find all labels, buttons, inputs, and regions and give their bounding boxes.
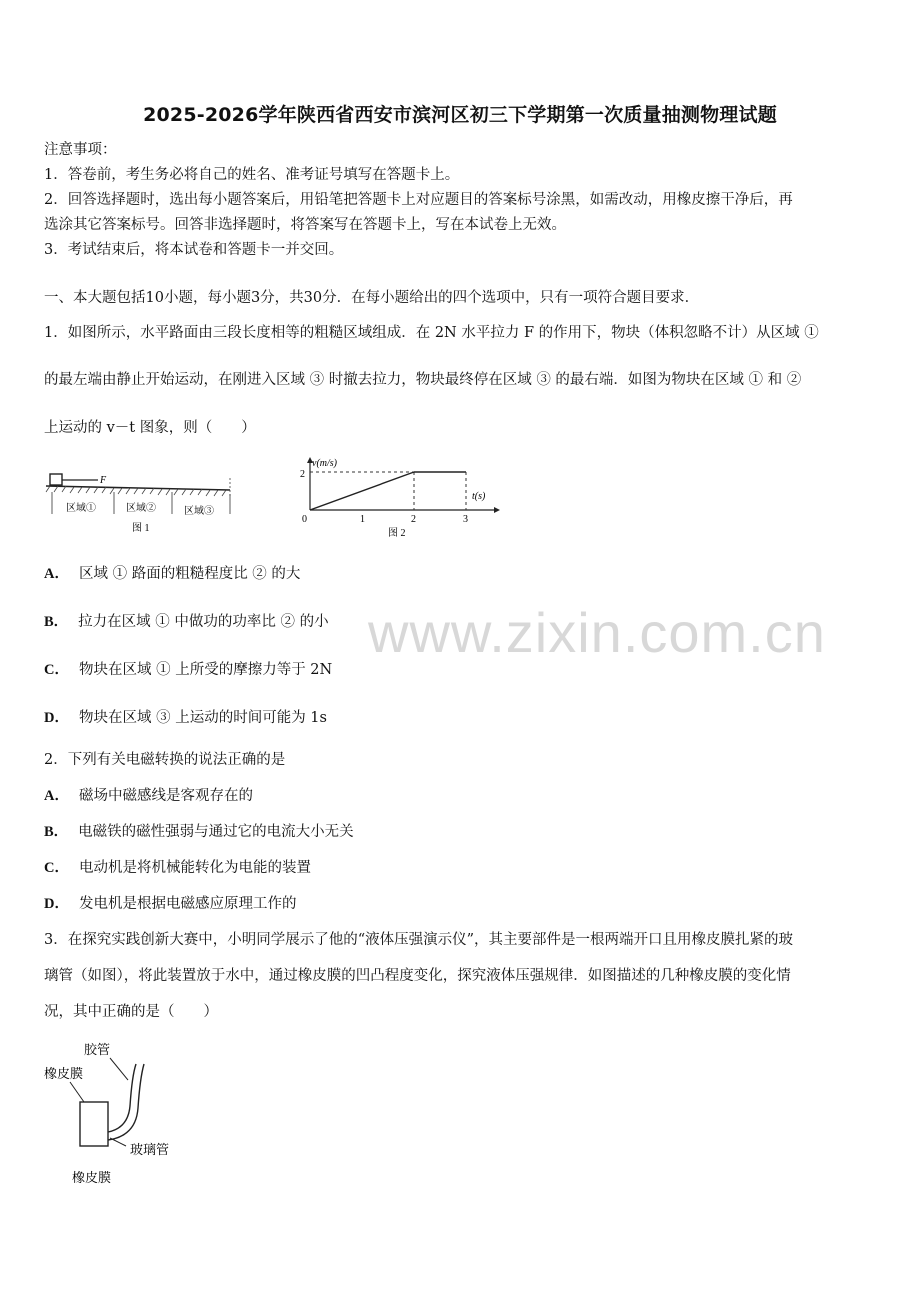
x-axis-arrow: [494, 507, 500, 513]
x-tick-2: 2: [411, 514, 416, 525]
q1-stem: 的最左端由静止开始运动，在刚进入区域 ③ 时撤去拉力，物块最终停在区域 ③ 的最右端．如图为物块在区域 ① 和 ②: [44, 372, 802, 388]
x-axis-label: t(s): [472, 491, 486, 502]
q2-option-c: C． 电动机是将机械能转化为电能的装置: [44, 860, 311, 876]
q1-option-c: C． 物块在区域 ① 上所受的摩擦力等于 2N: [44, 662, 333, 678]
tube-label-leader: [110, 1058, 128, 1080]
watermark: www.zixin.com.cn: [368, 601, 826, 664]
notice-item: 选涂其它答案标号。回答非选择题时，将答案写在答题卡上，写在本试卷上无效。: [44, 217, 566, 233]
q1-figure-1: [44, 464, 244, 540]
q3-stem: 况，其中正确的是（ ）: [44, 1004, 218, 1020]
notice-heading: 注意事项：: [44, 142, 117, 158]
glass-tube: [80, 1102, 108, 1146]
figure-2-caption: 图 2: [388, 528, 406, 539]
rubber-hose-right: [108, 1064, 144, 1140]
q1-option-a: A． 区域 ① 路面的粗糙程度比 ② 的大: [44, 566, 301, 582]
q1-option-b: B． 拉力在区域 ① 中做功的功率比 ② 的小: [44, 614, 329, 630]
q3-stem: 3．在探究实践创新大赛中，小明同学展示了他的“液体压强演示仪”，其主要部件是一根两端开口且用橡皮膜扎紧的玻: [44, 932, 794, 948]
region-2-label: 区域②: [126, 503, 156, 514]
figure-1-caption: 图 1: [132, 523, 150, 534]
membrane-top-leader: [70, 1082, 84, 1102]
block: [50, 474, 62, 485]
q3-figure: [40, 1036, 200, 1192]
q2-option-b: B． 电磁铁的磁性强弱与通过它的电流大小无关: [44, 824, 354, 840]
q1-stem: 上运动的 v－t 图象，则（ ）: [44, 420, 256, 436]
notice-item: 1．答卷前，考生务必将自己的姓名、准考证号填写在答题卡上。: [44, 167, 460, 183]
membrane-top-label: 橡皮膜: [44, 1066, 84, 1081]
region-1-label: 区域①: [66, 503, 96, 514]
x-tick-1: 1: [360, 514, 365, 525]
q2-option-a: A． 磁场中磁感线是客观存在的: [44, 788, 253, 804]
membrane-bottom-label: 橡皮膜: [72, 1170, 112, 1185]
y-axis-label: v(m/s): [312, 458, 337, 469]
graph-accelerating: [310, 472, 414, 510]
section-heading: 一、本大题包括10小题，每小题3分，共30分．在每小题给出的四个选项中，只有一项符合题目要求．: [44, 290, 700, 306]
force-label: F: [100, 475, 107, 486]
rubber-hose-left: [108, 1064, 136, 1132]
x-tick-3: 3: [463, 514, 468, 525]
region-3-label: 区域③: [184, 506, 214, 517]
q1-figure-2: [296, 454, 506, 540]
glass-tube-label: 玻璃管: [130, 1142, 170, 1157]
q3-stem: 璃管（如图），将此装置放于水中，通过橡皮膜的凹凸程度变化，探究液体压强规律．如图描述的几种橡皮膜的变化情: [44, 968, 791, 984]
page-title: 2025-2026学年陕西省西安市滨河区初三下学期第一次质量抽测物理试题: [143, 104, 777, 126]
notice-item: 3．考试结束后，将本试卷和答题卡一并交回。: [44, 242, 344, 258]
tube-label: 胶管: [84, 1042, 111, 1057]
q1-option-d: D． 物块在区域 ③ 上运动的时间可能为 1s: [44, 710, 327, 726]
x-tick-0: 0: [302, 514, 307, 525]
y-tick-2: 2: [300, 469, 305, 480]
q2-stem: 2．下列有关电磁转换的说法正确的是: [44, 752, 286, 768]
q1-stem: 1．如图所示，水平路面由三段长度相等的粗糙区域组成．在 2N 水平拉力 F 的作用下，物块（体积忽略不计）从区域 ①: [44, 325, 819, 341]
q2-option-d: D． 发电机是根据电磁感应原理工作的: [44, 896, 297, 912]
glass-label-leader: [110, 1138, 126, 1146]
notice-item: 2．回答选择题时，选出每小题答案后，用铅笔把答题卡上对应题目的答案标号涂黑，如需改动，用橡皮擦干净后，再: [44, 192, 793, 208]
